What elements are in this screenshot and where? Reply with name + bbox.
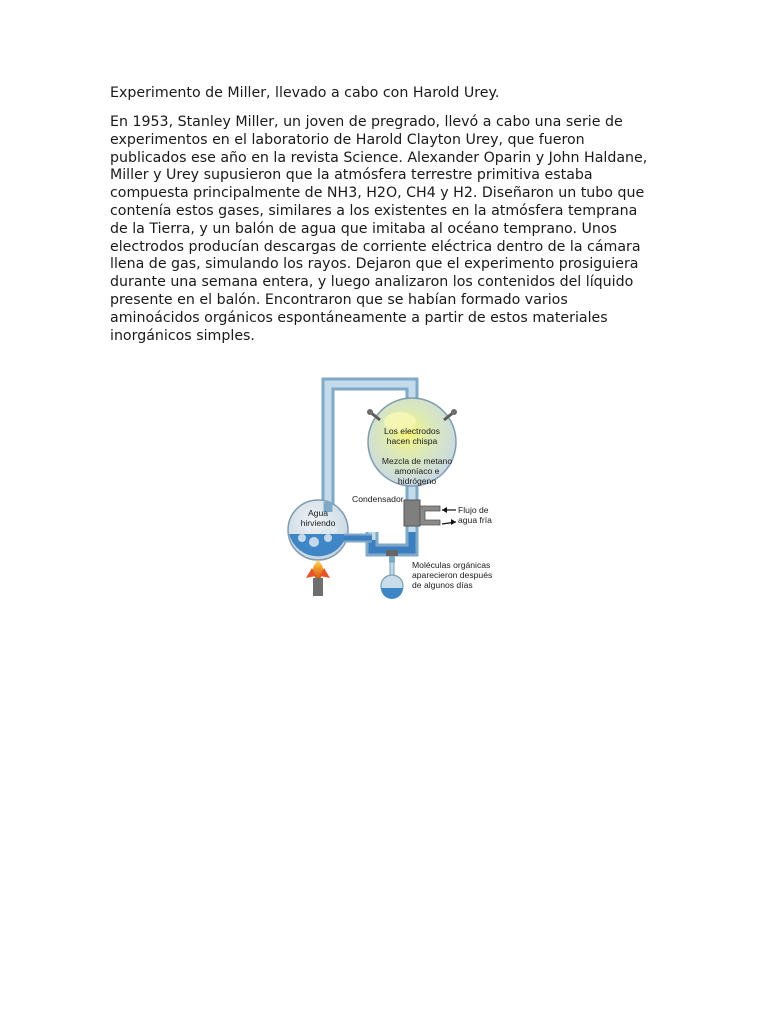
boiling-flask [288, 500, 372, 560]
paragraph-line: presente en el balón. Encontraron que se habían formado varios [110, 291, 568, 308]
paragraph-line: contenía estos gases, similares a los existentes en la atmósfera temprana [110, 202, 638, 219]
paragraph-line: electrodos producían descargas de corriente eléctrica dentro de la cámara [110, 238, 641, 255]
burner [306, 560, 330, 596]
label-gas-mix: Mezcla de metano [381, 456, 453, 466]
water-flow-arrows [442, 507, 456, 525]
label-condenser: Condensador [352, 494, 404, 504]
label-organic-molecules: Moléculas orgánicas [412, 560, 491, 570]
paragraph-line: llena de gas, simulando los rayos. Dejaron que el experimento prosiguiera [110, 256, 639, 273]
label-organic-molecules: de algunos días [412, 580, 473, 590]
paragraph-line: publicados ese año en la revista Science. Alexander Oparin y John Haldane, [110, 149, 648, 166]
paragraph-line: experimentos en el laboratorio de Harold Clayton Urey, que fueron [110, 131, 585, 148]
label-water-flow: Flujo de [458, 505, 489, 515]
paragraph-line: compuesta principalmente de NH3, H2O, CH4 y H2. Diseñaron un tubo que [110, 185, 645, 202]
paragraph-line: de la Tierra, y un balón de agua que imitaba al océano temprano. Unos [110, 220, 617, 237]
label-electrodes: Los electrodos [384, 426, 440, 436]
label-boiling-water: hirviendo [300, 518, 336, 528]
paragraph-line: inorgánicos simples. [110, 327, 255, 344]
apparatus-diagram [272, 372, 522, 604]
label-gas-mix: amoníaco e [394, 466, 440, 476]
collection-flask [381, 550, 403, 599]
document-heading: Experimento de Miller, llevado a cabo con Harold Urey. [110, 85, 500, 101]
document-paragraph [110, 114, 670, 345]
label-organic-molecules: aparecieron después [412, 570, 493, 580]
paragraph-line: Miller y Urey supusieron que la atmósfera terrestre primitiva estaba [110, 167, 593, 184]
paragraph-line: aminoácidos orgánicos espontáneamente a partir de estos materiales [110, 309, 608, 326]
condenser-jacket [404, 500, 440, 526]
label-electrodes: hacen chispa [386, 436, 438, 446]
miller-urey-apparatus-figure [272, 372, 522, 604]
label-water-flow: agua fría [458, 515, 492, 525]
paragraph-line: durante una semana entera, y luego analizaron los contenidos del líquido [110, 274, 634, 291]
label-gas-mix: hidrógeno [397, 476, 437, 486]
label-boiling-water: Agua [307, 508, 329, 518]
paragraph-line: En 1953, Stanley Miller, un joven de pregrado, llevó a cabo una serie de [110, 114, 623, 130]
